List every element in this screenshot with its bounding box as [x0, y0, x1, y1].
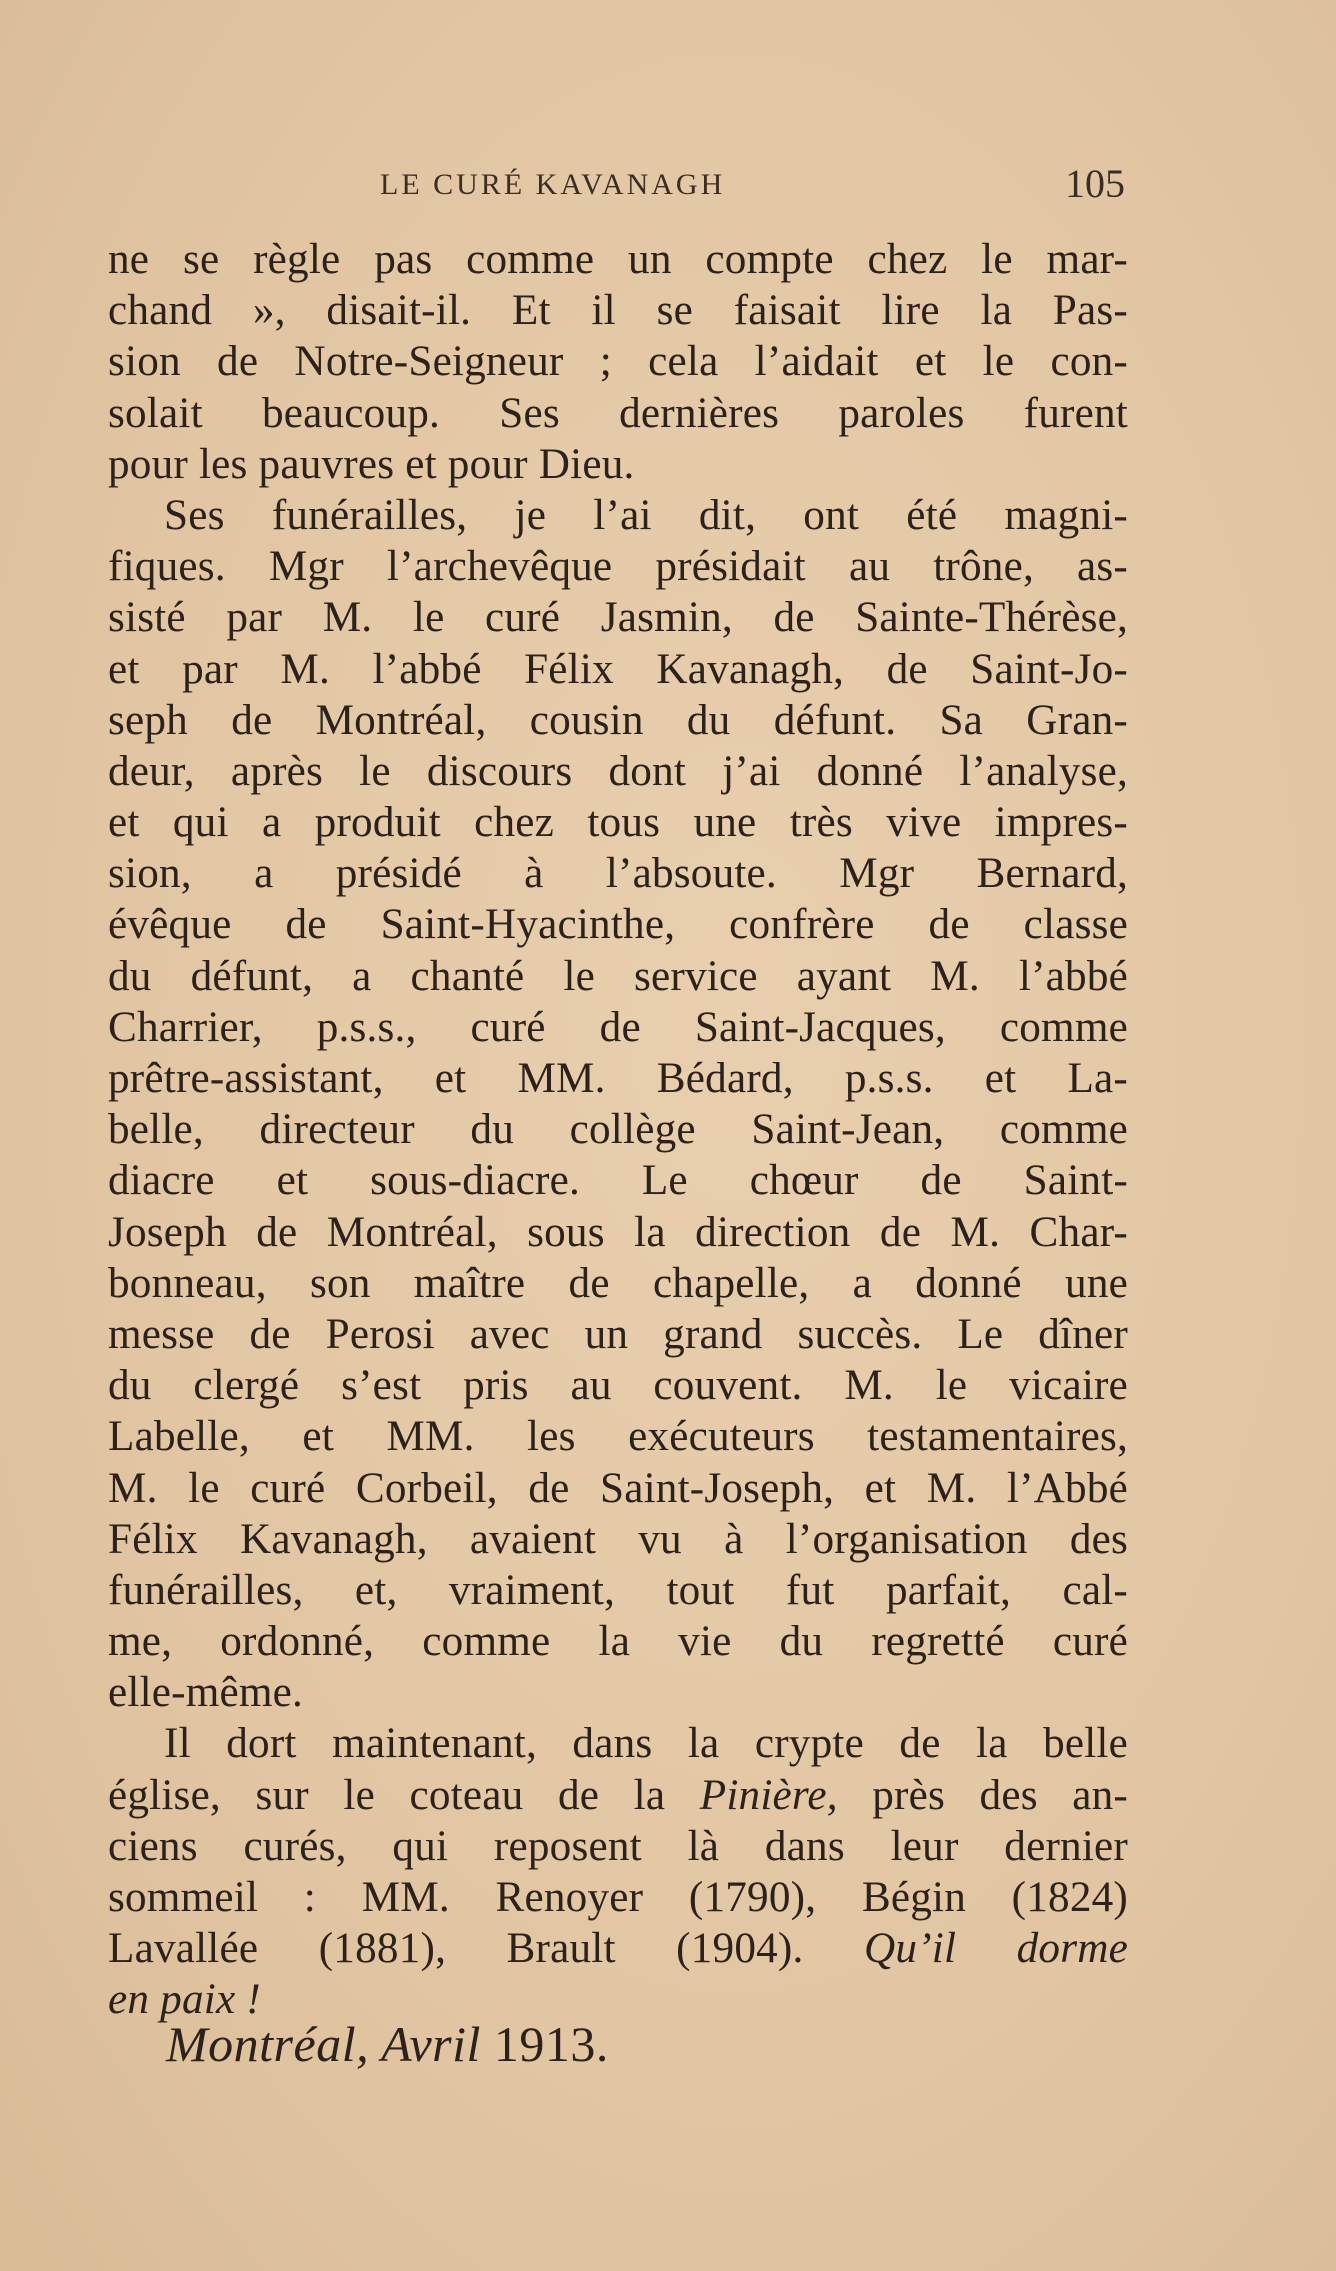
text-line: messe de Perosi avec un grand succès. Le dîner: [108, 1310, 1128, 1358]
signature-place-date: [166, 2015, 609, 2073]
text-line: belle, directeur du collège Saint-Jean, comme: [108, 1106, 1128, 1154]
text-line: Félix Kavanagh, avaient vu à l’organisation des: [108, 1515, 1128, 1563]
text-line: et par M. l’abbé Félix Kavanagh, de Saint-Jo-: [108, 645, 1128, 693]
text-line: deur, après le discours dont j’ai donné l’analyse,: [108, 747, 1128, 795]
text-line: M. le curé Corbeil, de Saint-Joseph, et M. l’Abbé: [108, 1464, 1128, 1512]
page-number: 105: [1065, 161, 1125, 206]
text-line: sisté par M. le curé Jasmin, de Sainte-Thérèse,: [108, 594, 1128, 642]
text-line: pour les pauvres et pour Dieu.: [108, 440, 635, 488]
signature-place: Montréal, Avril: [166, 2016, 494, 2072]
text-line: sion, a présidé à l’absoute. Mgr Bernard,: [108, 850, 1128, 898]
text-line: prêtre-assistant, et MM. Bédard, p.s.s. et La-: [108, 1055, 1128, 1102]
body-text: [108, 234, 1128, 2026]
text-line: Ses funérailles, je l’ai dit, ont été magni-: [164, 491, 1128, 539]
text-line: funérailles, et, vraiment, tout fut parfait, cal-: [108, 1566, 1128, 1614]
text-line: seph de Montréal, cousin du défunt. Sa Gran-: [108, 696, 1128, 744]
text-line: diacre et sous-diacre. Le chœur de Saint-: [108, 1157, 1128, 1205]
text-line: sommeil : MM. Renoyer (1790), Bégin (1824): [108, 1874, 1128, 1921]
text-line: du clergé s’est pris au couvent. M. le vicaire: [108, 1362, 1128, 1410]
text-line: et qui a produit chez tous une très vive impres-: [108, 799, 1128, 847]
text-line: évêque de Saint-Hyacinthe, confrère de classe: [108, 901, 1128, 949]
text-segment: près des an-: [837, 1771, 1128, 1819]
text-line: fiques. Mgr l’archevêque présidait au trône, as-: [108, 543, 1128, 591]
page-content: [108, 150, 1128, 2072]
text-line-with-italic: [108, 1923, 1128, 1974]
text-segment: église, sur le coteau de la: [108, 1771, 700, 1819]
italic-place-name: Pinière,: [699, 1771, 838, 1819]
text-line: sion de Notre-Seigneur ; cela l’aidait et le con-: [108, 338, 1128, 386]
italic-phrase: Qu’il dorme: [864, 1925, 1128, 1973]
text-segment: Lavallée (1881), Brault (1904).: [108, 1925, 864, 1973]
text-line: ne se règle pas comme un compte chez le mar-: [108, 236, 1128, 283]
text-line-italic: en paix !: [108, 1976, 261, 2024]
text-line: bonneau, son maître de chapelle, a donné une: [108, 1259, 1128, 1307]
text-line: ciens curés, qui reposent là dans leur dernier: [108, 1822, 1128, 1870]
text-line: me, ordonné, comme la vie du regretté curé: [108, 1618, 1128, 1666]
text-line-with-italic: [108, 1770, 1128, 1821]
signature-year: 1913.: [493, 2016, 609, 2072]
text-line: elle-même.: [108, 1669, 304, 1717]
text-line: du défunt, a chanté le service ayant M. l’abbé: [108, 952, 1128, 1000]
text-line: Joseph de Montréal, sous la direction de M. Char-: [108, 1208, 1128, 1256]
text-line: Il dort maintenant, dans la crypte de la belle: [164, 1720, 1128, 1768]
text-line: solait beaucoup. Ses dernières paroles furent: [108, 389, 1128, 437]
text-line: Charrier, p.s.s., curé de Saint-Jacques, comme: [108, 1003, 1128, 1051]
running-head: [108, 150, 1128, 210]
text-line: Labelle, et MM. les exécuteurs testamentaires,: [108, 1413, 1128, 1461]
running-title: LE CURÉ KAVANAGH: [380, 168, 726, 201]
text-line: chand », disait-il. Et il se faisait lire la Pas-: [108, 287, 1128, 335]
